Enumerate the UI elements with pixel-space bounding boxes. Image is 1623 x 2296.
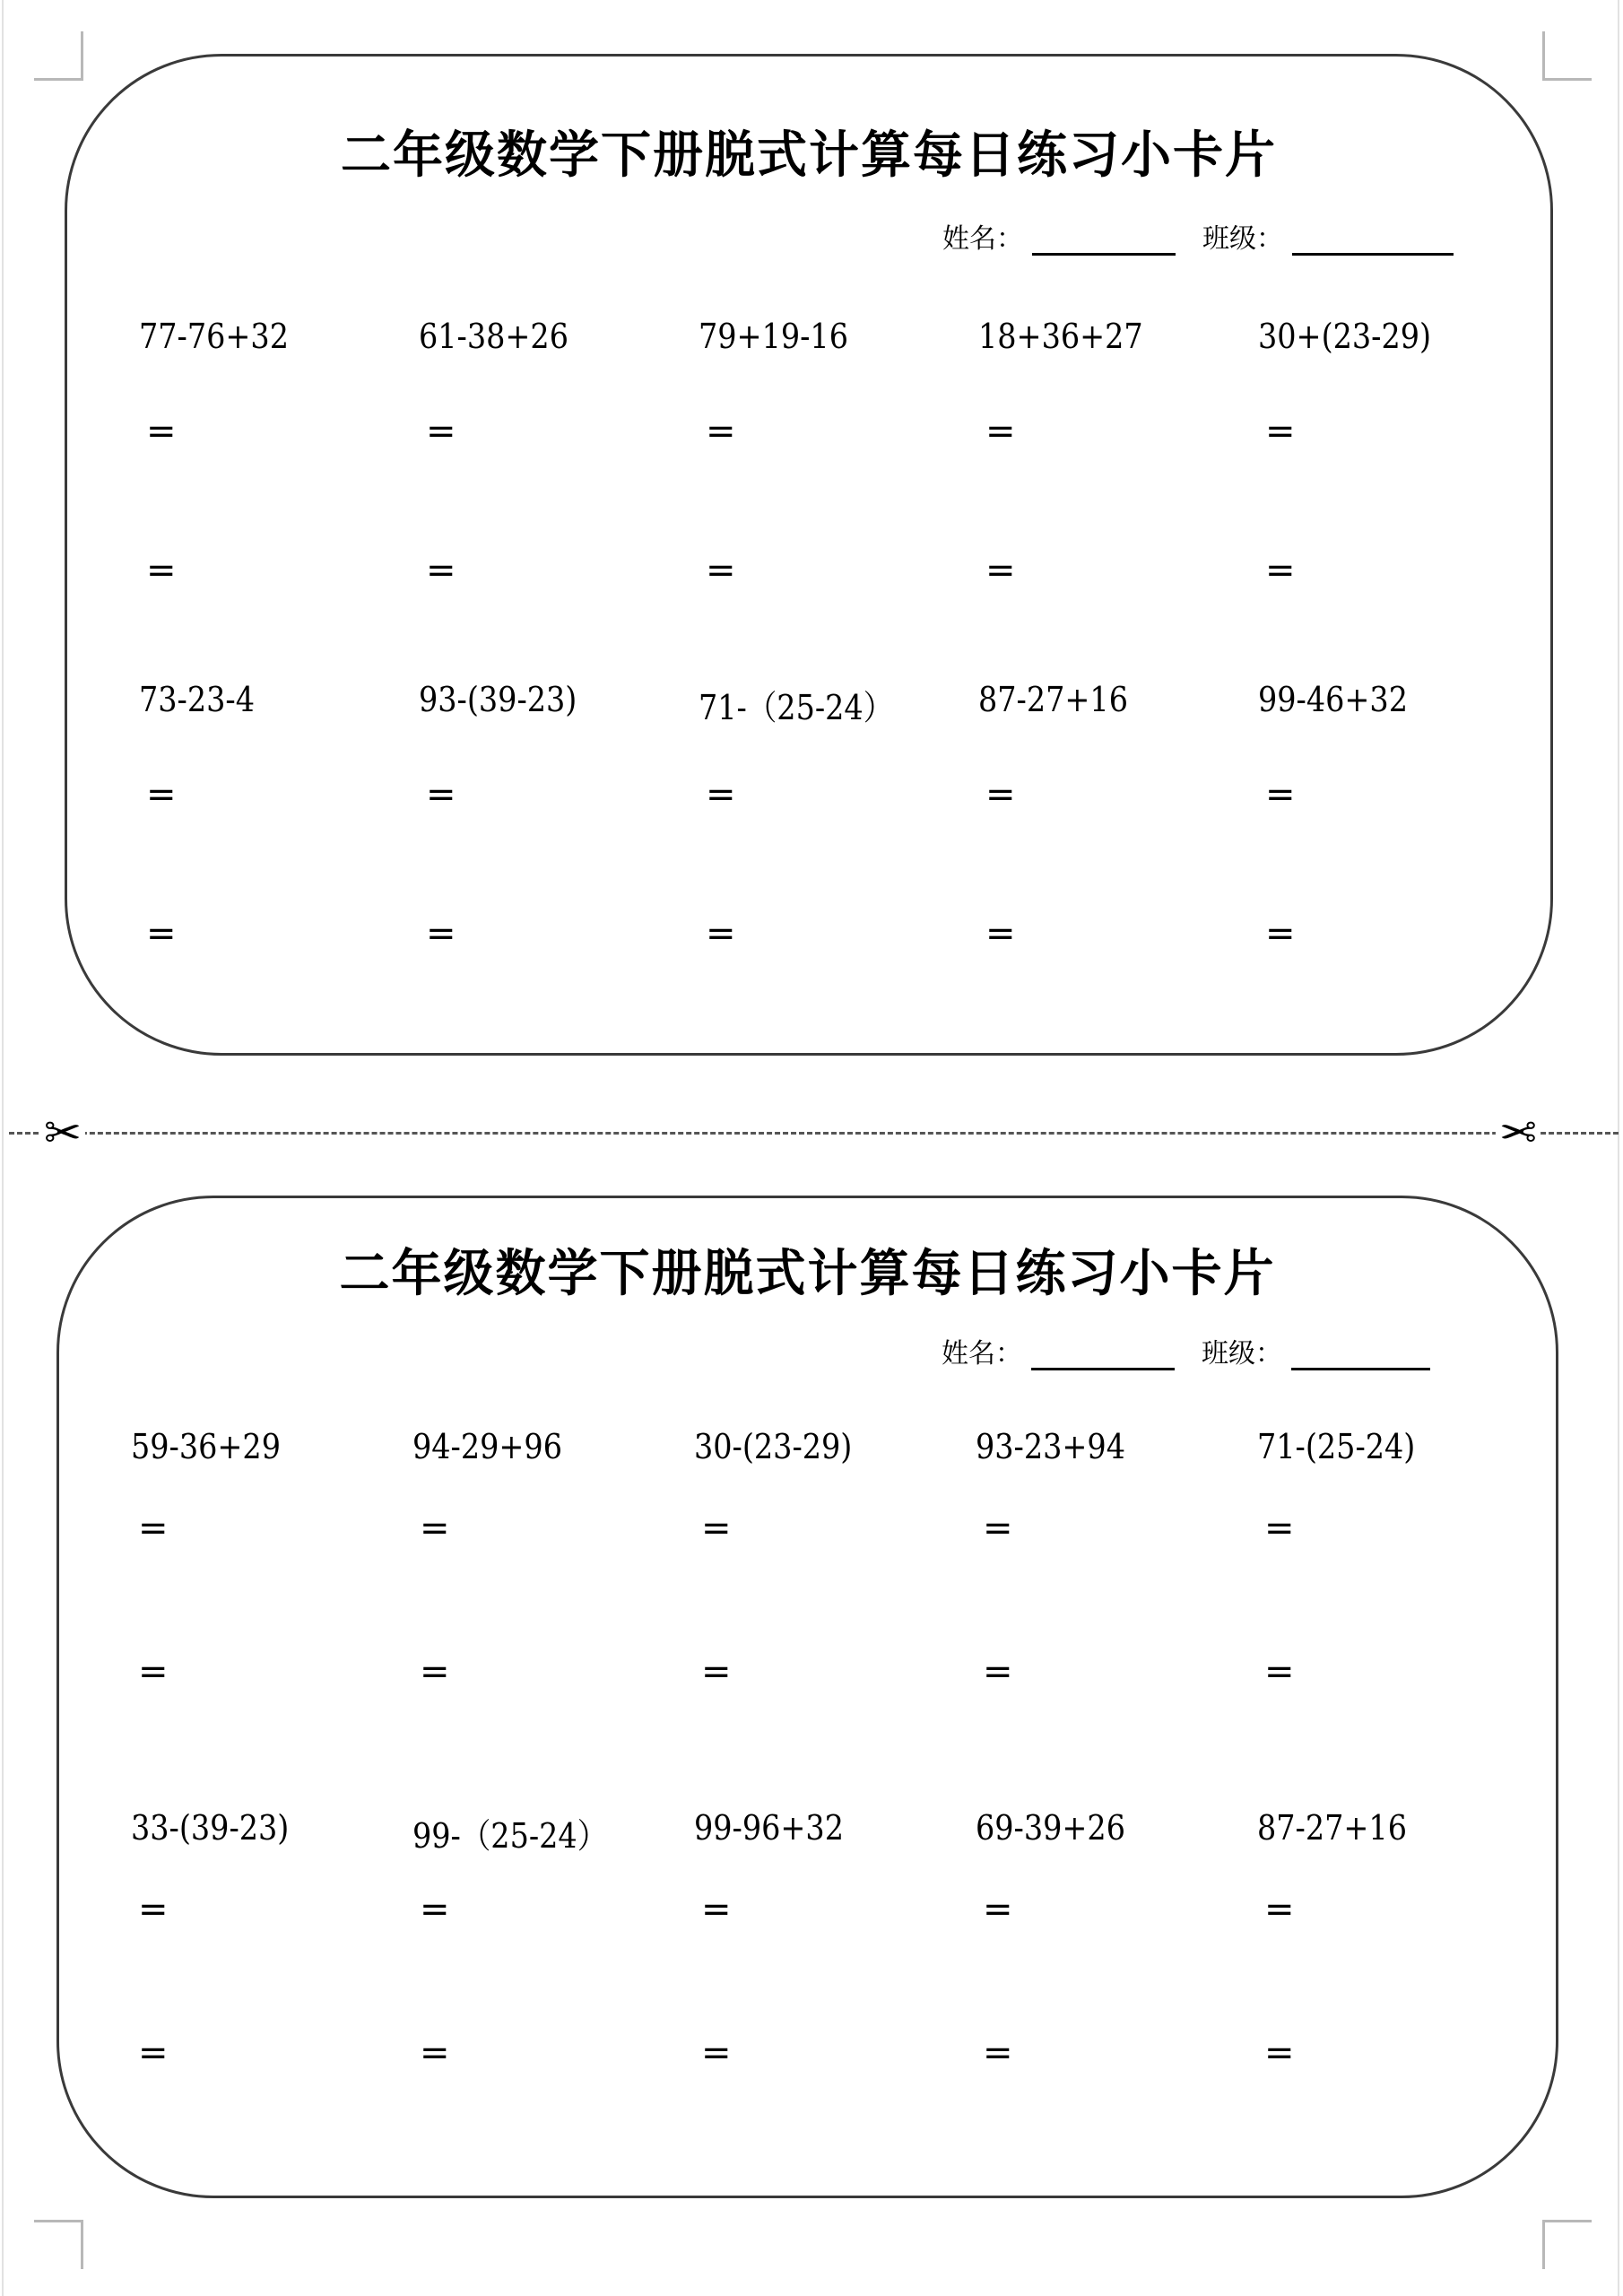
name-blank[interactable] (1032, 228, 1176, 256)
student-info (942, 1331, 1430, 1370)
problem-expression: 77-76+32 (139, 317, 289, 356)
answer-step-2[interactable]: = (983, 1651, 1013, 1692)
name-label: 姓名： (942, 223, 1023, 255)
problem-expression: 87-27+16 (978, 680, 1128, 719)
problem-item (1240, 680, 1520, 1043)
practice-card-1 (65, 54, 1553, 1056)
answer-step-2[interactable]: = (426, 550, 456, 591)
problem-item (121, 680, 401, 1043)
student-info (942, 216, 1454, 256)
problem-expression: 73-23-4 (139, 680, 255, 719)
practice-card-2 (56, 1196, 1558, 2198)
problem-expression: 79+19-16 (699, 317, 848, 356)
answer-step-1[interactable]: = (701, 1889, 732, 1930)
answer-step-2[interactable]: = (146, 913, 177, 954)
problem-item (681, 680, 960, 1043)
problem-expression: 94-29+96 (412, 1427, 562, 1466)
problem-item (958, 1427, 1239, 1808)
cut-line (9, 1132, 1619, 1135)
answer-step-1[interactable]: = (146, 411, 177, 452)
answer-step-1[interactable]: = (138, 1889, 169, 1930)
crop-mark-bottom-left (34, 2220, 83, 2269)
answer-step-1[interactable]: = (983, 1889, 1013, 1930)
answer-step-1[interactable]: = (1264, 1508, 1295, 1549)
answer-step-2[interactable]: = (983, 2032, 1013, 2074)
answer-step-1[interactable]: = (985, 774, 1016, 815)
card-title: 二年级数学下册脱式计算每日练习小卡片 (339, 1245, 1276, 1303)
problem-grid (121, 317, 1520, 1043)
page-edge-left (2, 0, 4, 2296)
page-edge-right (1618, 0, 1619, 2296)
problem-item (113, 1808, 395, 2189)
problem-expression: 61-38+26 (419, 317, 568, 356)
name-blank[interactable] (1031, 1343, 1175, 1370)
problem-expression: 93-23+94 (976, 1427, 1125, 1466)
answer-step-2[interactable]: = (138, 2032, 169, 2074)
answer-step-1[interactable]: = (983, 1508, 1013, 1549)
answer-step-2[interactable]: = (1264, 1651, 1295, 1692)
answer-step-2[interactable]: = (1265, 913, 1296, 954)
problem-expression: 69-39+26 (976, 1808, 1125, 1848)
class-label: 班级： (1202, 1338, 1282, 1370)
problem-item (113, 1427, 395, 1808)
answer-step-2[interactable]: = (1264, 2032, 1295, 2074)
answer-step-2[interactable]: = (420, 1651, 450, 1692)
class-blank[interactable] (1291, 1343, 1430, 1370)
answer-step-1[interactable]: = (1265, 411, 1296, 452)
answer-step-1[interactable]: = (1264, 1889, 1295, 1930)
answer-step-2[interactable]: = (985, 550, 1016, 591)
problem-grid (113, 1427, 1521, 2189)
problem-expression: 71-(25-24) (1257, 1427, 1416, 1466)
problem-expression: 99-46+32 (1258, 680, 1408, 719)
scissors-icon: ✂ (40, 1110, 85, 1155)
problem-item (121, 317, 401, 680)
answer-step-2[interactable]: = (146, 550, 177, 591)
problem-expression: 93-(39-23) (419, 680, 577, 719)
answer-step-2[interactable]: = (138, 1651, 169, 1692)
answer-step-1[interactable]: = (420, 1889, 450, 1930)
class-label: 班级： (1202, 223, 1283, 255)
answer-step-1[interactable]: = (420, 1508, 450, 1549)
crop-mark-top-left (34, 31, 83, 81)
class-blank[interactable] (1292, 228, 1454, 256)
answer-step-2[interactable]: = (701, 1651, 732, 1692)
problem-item (395, 1427, 676, 1808)
problem-item (1239, 1808, 1521, 2189)
crop-mark-top-right (1542, 31, 1592, 81)
problem-item (958, 1808, 1239, 2189)
answer-step-1[interactable]: = (146, 774, 177, 815)
problem-item (395, 1808, 676, 2189)
problem-expression: 71-（25-24） (699, 688, 894, 727)
answer-step-1[interactable]: = (985, 411, 1016, 452)
problem-item (960, 680, 1240, 1043)
answer-step-2[interactable]: = (420, 2032, 450, 2074)
problem-item (676, 1808, 958, 2189)
problem-expression: 99-96+32 (694, 1808, 844, 1848)
answer-step-1[interactable]: = (426, 411, 456, 452)
problem-item (1240, 317, 1520, 680)
problem-item (676, 1427, 958, 1808)
problem-item (681, 317, 960, 680)
problem-item (960, 317, 1240, 680)
problem-expression: 30-(23-29) (694, 1427, 853, 1466)
problem-expression: 59-36+29 (131, 1427, 281, 1466)
card-title: 二年级数学下册脱式计算每日练习小卡片 (341, 126, 1277, 185)
problem-item (401, 680, 681, 1043)
problem-expression: 18+36+27 (978, 317, 1143, 356)
problem-expression: 99-（25-24） (412, 1816, 608, 1856)
name-label: 姓名： (942, 1338, 1022, 1370)
answer-step-1[interactable]: = (426, 774, 456, 815)
answer-step-1[interactable]: = (706, 774, 736, 815)
answer-step-1[interactable]: = (701, 1508, 732, 1549)
answer-step-2[interactable]: = (985, 913, 1016, 954)
problem-expression: 30+(23-29) (1258, 317, 1432, 356)
problem-item (1239, 1427, 1521, 1808)
answer-step-2[interactable]: = (1265, 550, 1296, 591)
answer-step-1[interactable]: = (1265, 774, 1296, 815)
crop-mark-bottom-right (1542, 2220, 1592, 2269)
answer-step-2[interactable]: = (426, 913, 456, 954)
scissors-icon: ✂ (1496, 1110, 1541, 1155)
problem-item (401, 317, 681, 680)
answer-step-1[interactable]: = (138, 1508, 169, 1549)
answer-step-2[interactable]: = (706, 550, 736, 591)
answer-step-2[interactable]: = (701, 2032, 732, 2074)
problem-expression: 33-(39-23) (131, 1808, 290, 1848)
answer-step-2[interactable]: = (706, 913, 736, 954)
answer-step-1[interactable]: = (706, 411, 736, 452)
problem-expression: 87-27+16 (1257, 1808, 1407, 1848)
